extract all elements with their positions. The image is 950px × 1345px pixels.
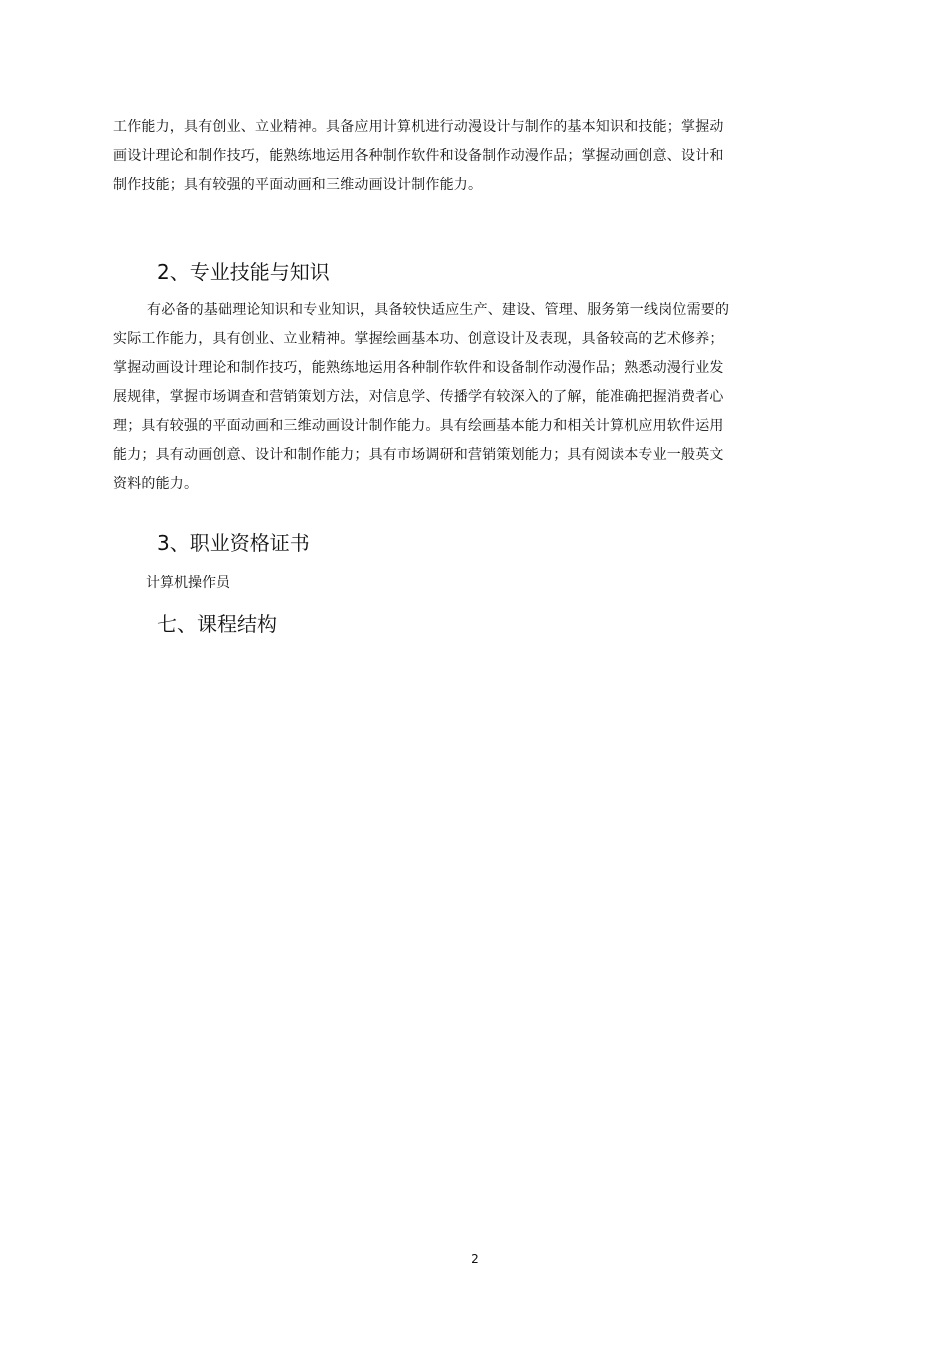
skills-line-6: 能力；具有动画创意、设计和制作能力；具有市场调研和营销策划能力；具有阅读本专业一般英文	[113, 447, 724, 463]
certificate-item: 计算机操作员	[146, 575, 230, 591]
skills-line-4: 展规律，掌握市场调查和营销策划方法，对信息学、传播学有较深入的了解，能准确把握消费者心	[113, 389, 724, 405]
skills-line-5: 理；具有较强的平面动画和三维动画设计制作能力。具有绘画基本能力和相关计算机应用软件运用	[113, 418, 724, 434]
heading-certificate: 3、职业资格证书	[157, 531, 310, 555]
heading-course-structure: 七、课程结构	[157, 612, 277, 636]
skills-line-1: 有必备的基础理论知识和专业知识，具备较快适应生产、建设、管理、服务第一线岗位需要的	[147, 302, 730, 318]
intro-line-1: 工作能力，具有创业、立业精神。具备应用计算机进行动漫设计与制作的基本知识和技能；掌握动	[113, 119, 724, 135]
skills-paragraph	[113, 296, 763, 499]
page-number: 2	[471, 1252, 479, 1266]
intro-line-3: 制作技能；具有较强的平面动画和三维动画设计制作能力。	[113, 177, 483, 193]
skills-line-2: 实际工作能力，具有创业、立业精神。掌握绘画基本功、创意设计及表现，具备较高的艺术修养；	[113, 331, 724, 347]
heading-skills: 2、专业技能与知识	[157, 260, 330, 284]
intro-line-2: 画设计理论和制作技巧，能熟练地运用各种制作软件和设备制作动漫作品；掌握动画创意、设计和	[113, 148, 724, 164]
skills-line-7: 资料的能力。	[113, 476, 199, 492]
intro-paragraph	[113, 113, 763, 200]
skills-line-3: 掌握动画设计理论和制作技巧，能熟练地运用各种制作软件和设备制作动漫作品；熟悉动漫行业发	[113, 360, 724, 376]
